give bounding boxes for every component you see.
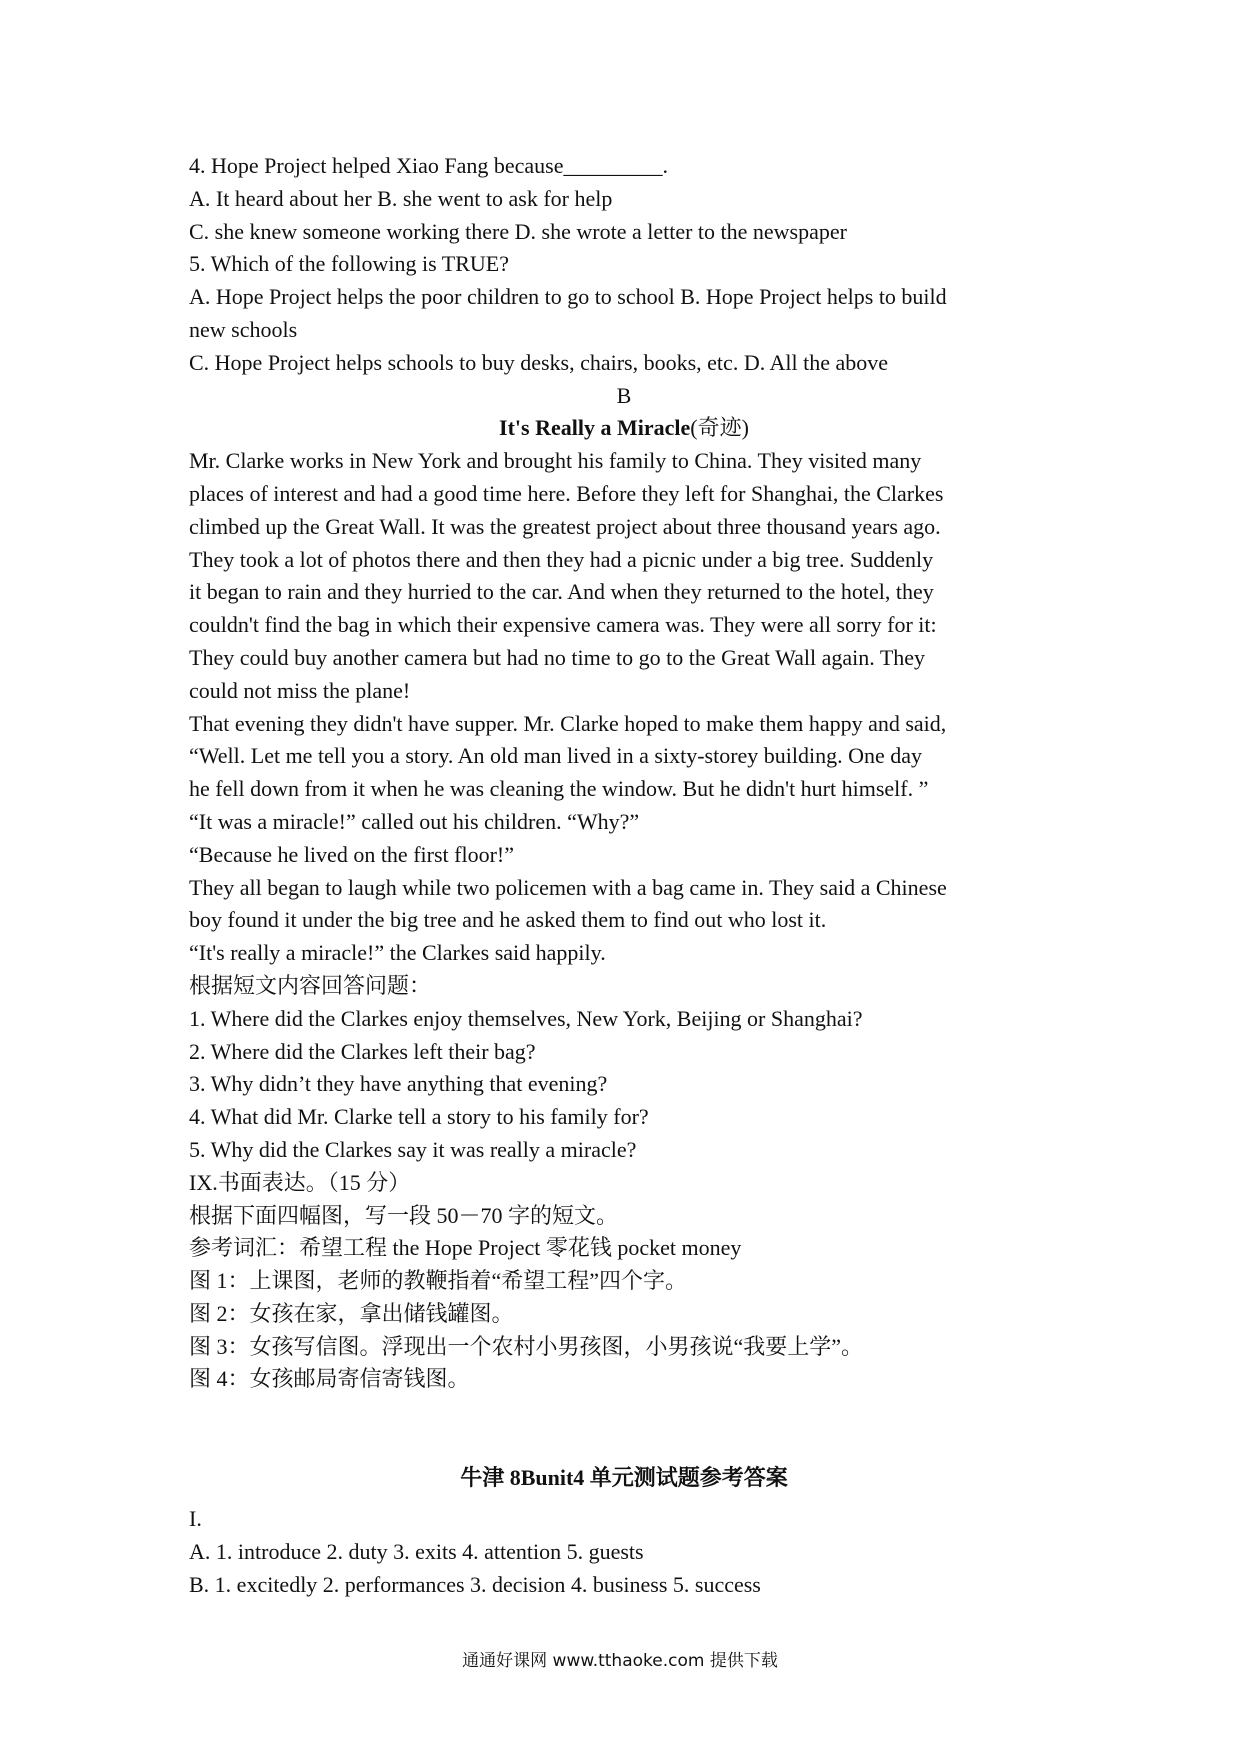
passage-line: Mr. Clarke works in New York and brought his family to China. They visited many <box>189 448 922 474</box>
passage-b-questions <box>189 1003 1059 1167</box>
writing-line: 根据下面四幅图，写一段 50－70 字的短文。 <box>189 1202 619 1228</box>
passage-line: “It was a miracle!” called out his children. “Why?” <box>189 808 640 834</box>
question-4: 4. Hope Project helped Xiao Fang because_________. <box>189 153 668 178</box>
writing-line: 参考词汇：希望工程 the Hope Project 零花钱 pocket money <box>189 1235 742 1261</box>
answer-line: A. 1. introduce 2. duty 3. exits 4. attention 5. guests <box>189 1538 644 1564</box>
passage-question: 4. What did Mr. Clarke tell a story to his family for? <box>189 1104 649 1130</box>
writing-line: 图 4：女孩邮局寄信寄钱图。 <box>189 1366 470 1392</box>
reading-a-questions <box>189 150 1059 380</box>
writing-heading: IX.书面表达。（15 分） <box>189 1169 411 1195</box>
passage-line: They took a lot of photos there and then they had a picnic under a big tree. Suddenly <box>189 546 934 572</box>
answer-line: B. 1. excitedly 2. performances 3. decision 4. business 5. success <box>189 1571 761 1597</box>
answer-key <box>189 1462 1059 1601</box>
writing-line: 图 3：女孩写信图。浮现出一个农村小男孩图，小男孩说“我要上学”。 <box>189 1333 864 1359</box>
passage-line: “Well. Let me tell you a story. An old man lived in a sixty-storey building. One day <box>189 743 923 769</box>
question-5-options-cd: C. Hope Project helps schools to buy desks, chairs, books, etc. D. All the above <box>189 349 889 375</box>
passage-line: places of interest and had a good time here. Before they left for Shanghai, the Clarkes <box>189 480 944 506</box>
writing-section <box>189 1167 1059 1397</box>
writing-line: 图 1：上课图，老师的教鞭指着“希望工程”四个字。 <box>189 1268 688 1294</box>
question-5: 5. Which of the following is TRUE? <box>189 251 509 277</box>
passage-b-title-text: It's Really a Miracle <box>499 415 691 441</box>
passage-line: boy found it under the big tree and he asked them to find out who lost it. <box>189 907 827 933</box>
passage-line: That evening they didn't have supper. Mr. Clarke hoped to make them happy and said, <box>189 710 947 736</box>
question-5-options-ab: A. Hope Project helps the poor children to go to school B. Hope Project helps to build <box>189 284 947 310</box>
passage-line: They could buy another camera but had no time to go to the Great Wall again. They <box>189 644 926 670</box>
passage-b-label: B <box>616 382 632 408</box>
passage-line: could not miss the plane! <box>189 677 411 703</box>
spacer <box>189 1495 1059 1503</box>
writing-line: 图 2：女孩在家，拿出储钱罐图。 <box>189 1300 514 1326</box>
question-4-options-ab: A. It heard about her B. she went to ask for help <box>189 185 613 211</box>
passage-line: “Because he lived on the first floor!” <box>189 841 514 867</box>
passage-question: 3. Why didn’t they have anything that evening? <box>189 1071 608 1097</box>
passage-b-body <box>189 445 1059 970</box>
passage-b-title-note: (奇迹) <box>690 415 749 441</box>
passage-line: climbed up the Great Wall. It was the greatest project about three thousand years ago. <box>189 513 941 539</box>
passage-question: 2. Where did the Clarkes left their bag? <box>189 1038 536 1064</box>
passage-line: They all began to laugh while two policemen with a bag came in. They said a Chinese <box>189 874 947 900</box>
answer-section-label: I. <box>189 1506 202 1532</box>
spacer <box>189 1396 1059 1462</box>
passage-line: “It's really a miracle!” the Clarkes said happily. <box>189 940 606 966</box>
answer-key-title: 牛津 8Bunit4 单元测试题参考答案 <box>460 1465 788 1491</box>
question-4-options-cd: C. she knew someone working there D. she wrote a letter to the newspaper <box>189 218 847 244</box>
page-footer: 通通好课网 www.tthaoke.com 提供下载 <box>462 1651 778 1671</box>
passage-question: 5. Why did the Clarkes say it was really a miracle? <box>189 1136 637 1162</box>
passage-line: couldn't find the bag in which their expensive camera was. They were all sorry for it: <box>189 612 937 638</box>
passage-question: 1. Where did the Clarkes enjoy themselves, New York, Beijing or Shanghai? <box>189 1005 863 1031</box>
question-5-options-ab-continued: new schools <box>189 316 298 342</box>
passage-line: he fell down from it when he was cleaning the window. But he didn't hurt himself. ” <box>189 776 929 802</box>
document-page <box>189 150 1059 1601</box>
passage-b-instruction: 根据短文内容回答问题： <box>189 972 432 998</box>
passage-b-title <box>189 412 1059 445</box>
passage-line: it began to rain and they hurried to the car. And when they returned to the hotel, they <box>189 579 934 605</box>
